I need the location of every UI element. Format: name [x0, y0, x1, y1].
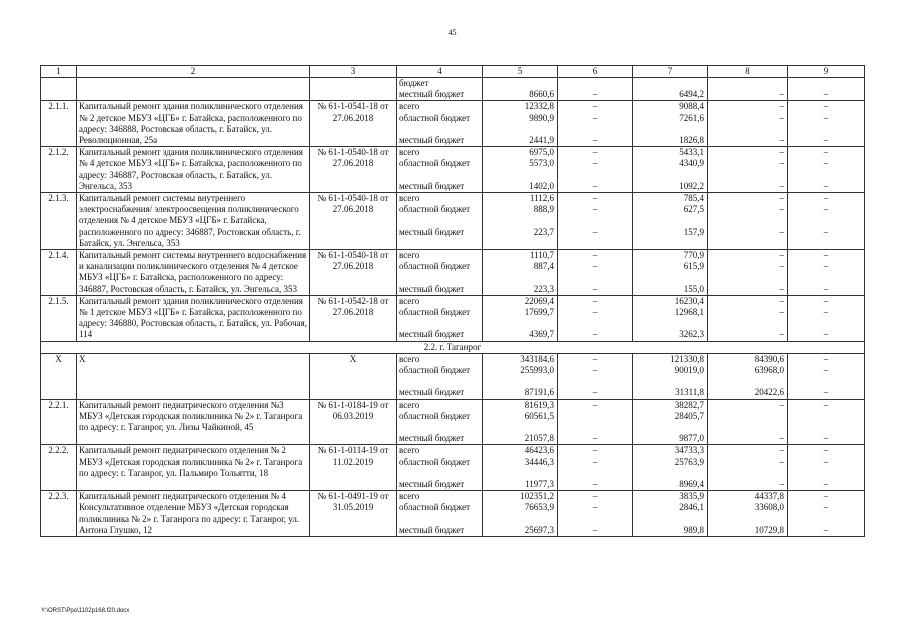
item-number: 2.2.2.: [41, 445, 77, 491]
year-2020-value: –: [779, 180, 784, 191]
year-2020-value: –: [779, 399, 784, 410]
total-value: 21057,8: [524, 433, 554, 444]
year-2020-value: –: [779, 445, 784, 456]
year-2021-value: –: [823, 478, 829, 489]
year-2021-value: –: [823, 399, 829, 410]
document-number: № 61-1-0184-19 от 06.03.2019: [310, 399, 397, 445]
column-number-3: 3: [310, 66, 397, 78]
total-value: 888,9: [533, 204, 554, 215]
year-2018-value: –: [592, 524, 598, 535]
year-2021-value: –: [823, 387, 829, 398]
year-2021-value: –: [823, 524, 829, 535]
item-number: 2.2.3.: [41, 491, 77, 537]
year-2019-value: 31311,8: [675, 387, 704, 398]
total-value-cell: [483, 78, 558, 101]
column-number-9: 9: [788, 66, 865, 78]
funding-source-cell: [397, 353, 483, 399]
year-2020-value: –: [779, 433, 784, 444]
total-value: 1402,0: [529, 180, 554, 191]
table-row: [41, 101, 865, 147]
year-2020-value: –: [779, 147, 784, 158]
funding-source: местный бюджет: [399, 387, 465, 398]
document-number: [310, 78, 397, 101]
year-2018-value-cell: [558, 78, 633, 101]
year-2019-value: 38282,7: [674, 399, 704, 410]
year-2018-value: –: [592, 491, 598, 502]
funding-source: областной бюджет: [399, 365, 471, 376]
total-value: 8660,6: [529, 89, 554, 100]
page-number: 45: [448, 28, 457, 37]
total-value: 102351,2: [520, 491, 554, 502]
total-value: 5573,0: [529, 158, 554, 169]
total-value-cell: [483, 445, 558, 491]
year-2021-value: –: [823, 89, 829, 100]
total-value: 11977,3: [525, 478, 554, 489]
funding-source: всего: [399, 147, 420, 158]
year-2021-value: –: [823, 445, 829, 456]
year-2019-value-cell: [633, 193, 708, 250]
funding-source-cell: [397, 445, 483, 491]
year-2018-value: –: [592, 180, 598, 191]
year-2018-value: –: [592, 456, 598, 467]
funding-source: местный бюджет: [399, 283, 465, 294]
year-2020-value: –: [779, 158, 784, 169]
item-number: 2.1.2.: [41, 147, 77, 193]
section-title: 2.2. г. Таганрог: [41, 341, 865, 353]
total-value: 1112,6: [529, 193, 554, 203]
funding-source: местный бюджет: [399, 329, 465, 340]
year-2020-value: –: [779, 226, 784, 237]
year-2018-value: –: [592, 112, 598, 123]
total-value-cell: [483, 399, 558, 445]
funding-source-cell: [397, 193, 483, 250]
year-2018-value-cell: [558, 353, 633, 399]
document-number: № 61-1-0542-18 от 27.06.2018: [310, 295, 397, 341]
year-2020-value: [710, 78, 784, 89]
funding-source: местный бюджет: [399, 89, 465, 100]
total-value: 9890,9: [529, 112, 554, 123]
year-2020-value-cell: [708, 250, 788, 296]
year-2020-value: –: [779, 250, 784, 261]
total-value-cell: [483, 193, 558, 250]
year-2018-value: –: [592, 134, 598, 145]
year-2019-value-cell: [633, 101, 708, 147]
year-2021-value: –: [823, 307, 829, 318]
year-2019-value: 1092,2: [679, 180, 704, 191]
funding-source: местный бюджет: [399, 478, 465, 489]
year-2018-value-cell: [558, 399, 633, 445]
year-2018-value-cell: [558, 250, 633, 296]
total-value: 1110,7: [529, 250, 554, 261]
year-2021-value-cell: [788, 445, 865, 491]
year-2018-value-cell: [558, 445, 633, 491]
year-2021-value: –: [823, 180, 829, 191]
funding-source: всего: [399, 101, 420, 112]
table-row: [41, 353, 865, 399]
year-2021-value-cell: [788, 193, 865, 250]
year-2021-value: –: [823, 250, 829, 261]
year-2020-value: –: [779, 112, 784, 123]
funding-source: местный бюджет: [399, 134, 465, 145]
year-2019-value: 4340,9: [679, 158, 704, 169]
year-2020-value-cell: [708, 101, 788, 147]
year-2021-value: –: [823, 112, 829, 123]
year-2020-value: –: [779, 204, 784, 215]
year-2019-value-cell: [633, 491, 708, 537]
year-2019-value-cell: [633, 399, 708, 445]
funding-source: областной бюджет: [399, 410, 471, 421]
year-2020-value: 44337,8: [754, 491, 784, 502]
total-value: 46423,6: [524, 445, 554, 456]
continuation-row: [41, 78, 865, 101]
year-2018-value-cell: [558, 295, 633, 341]
year-2020-value: 63968,0: [754, 365, 784, 376]
item-number: [41, 78, 77, 101]
year-2019-value-cell: [633, 78, 708, 101]
year-2018-value: –: [592, 307, 598, 318]
year-2021-value: –: [823, 226, 829, 237]
total-value-cell: [483, 491, 558, 537]
year-2021-value: –: [823, 204, 829, 215]
year-2021-value-cell: [788, 250, 865, 296]
funding-source-cell: [397, 250, 483, 296]
year-2019-value: 28405,7: [674, 410, 704, 421]
total-value: 81619,3: [524, 399, 554, 410]
year-2020-value-cell: [708, 491, 788, 537]
funding-source: всего: [399, 250, 420, 261]
year-2020-value: –: [779, 89, 784, 100]
year-2019-value: [635, 78, 704, 89]
total-value: 17699,7: [524, 307, 554, 318]
total-value: [485, 78, 554, 89]
year-2019-value: 1826,8: [679, 134, 704, 145]
funding-source-cell: [397, 78, 483, 101]
year-2021-value-cell: [788, 491, 865, 537]
year-2018-value: –: [592, 147, 598, 158]
year-2018-value: [560, 78, 630, 89]
year-2019-value: 770,9: [683, 250, 704, 261]
total-value-cell: [483, 295, 558, 341]
year-2019-value: 2846,1: [679, 502, 704, 513]
item-name: [77, 78, 310, 101]
year-2021-value: –: [823, 491, 829, 502]
year-2018-value: –: [592, 478, 598, 489]
document-number: № 61-1-0540-18 от 27.06.2018: [310, 250, 397, 296]
document-number: № 61-1-0114-19 от 11.02.2019: [310, 445, 397, 491]
header-row: [41, 66, 865, 78]
total-value: 25697,3: [524, 524, 554, 535]
year-2018-value-cell: [558, 193, 633, 250]
year-2020-value: 10729,8: [754, 524, 784, 535]
year-2018-value: –: [592, 101, 598, 112]
year-2021-value: [790, 78, 862, 89]
document-number: X: [310, 353, 397, 399]
document-number: № 61-1-0540-18 от 27.06.2018: [310, 147, 397, 193]
item-number: 2.1.1.: [41, 101, 77, 147]
funding-source: местный бюджет: [399, 433, 465, 444]
year-2021-value-cell: [788, 101, 865, 147]
column-number-4: 4: [397, 66, 483, 78]
funding-source: областной бюджет: [399, 158, 471, 169]
footer-file-path: Y:\ORST\Ppo\1102p168.f20.docx: [41, 608, 130, 614]
year-2021-value-cell: [788, 295, 865, 341]
funding-source: всего: [399, 399, 420, 410]
funding-source: всего: [399, 491, 420, 502]
table-row: [41, 295, 865, 341]
year-2020-value: –: [779, 283, 784, 294]
funding-source-cell: [397, 101, 483, 147]
year-2018-value: –: [592, 283, 598, 294]
year-2021-value: –: [823, 502, 829, 513]
year-2021-value: –: [823, 433, 829, 444]
funding-source-cell: [397, 147, 483, 193]
total-value: 87191,6: [524, 387, 554, 398]
funding-source: областной бюджет: [399, 456, 471, 467]
table-row: [41, 147, 865, 193]
total-value: 6975,0: [529, 147, 554, 158]
total-value: 255993,0: [520, 365, 554, 376]
year-2021-value: –: [823, 365, 829, 376]
year-2019-value: 989,8: [683, 524, 704, 535]
document-number: № 61-1-0541-18 от 27.06.2018: [310, 101, 397, 147]
funding-source: местный бюджет: [399, 226, 465, 237]
funding-source: всего: [399, 193, 420, 203]
total-value: 223,7: [533, 226, 554, 237]
funding-source: областной бюджет: [399, 502, 471, 513]
year-2019-value: 121330,8: [670, 353, 704, 364]
item-name: Капитальный ремонт педиатрического отделения № 4 Консультативное отделение МБУЗ «Детская городская поликлиника № 2» г. Таганрога по адресу: г. Таганрог, ул. Антона Глушко, 12: [77, 491, 310, 537]
year-2018-value-cell: [558, 101, 633, 147]
year-2018-value: –: [592, 387, 598, 398]
year-2020-value-cell: [708, 193, 788, 250]
year-2018-value: –: [592, 204, 598, 215]
year-2019-value: 627,5: [683, 204, 704, 215]
year-2020-value: 20422,6: [754, 387, 784, 398]
year-2018-value: –: [592, 445, 598, 456]
funding-source-cell: [397, 295, 483, 341]
year-2021-value: –: [823, 329, 829, 340]
item-name: Капитальный ремонт здания поликлинического отделения № 2 детское МБУЗ «ЦГБ» г. Батайска, расположенного по адресу: 346888, Ростовская область, г. Батайск, ул. Революционная, 25а: [77, 101, 310, 147]
year-2018-value: –: [592, 226, 598, 237]
table-row: [41, 250, 865, 296]
year-2021-value: –: [823, 456, 829, 467]
year-2020-value: –: [779, 456, 784, 467]
column-number-8: 8: [708, 66, 788, 78]
year-2020-value: –: [779, 261, 784, 272]
year-2020-value-cell: [708, 399, 788, 445]
total-value: 22069,4: [524, 295, 554, 306]
year-2021-value: –: [823, 158, 829, 169]
funding-source-cell: [397, 491, 483, 537]
total-value: 223,3: [533, 283, 554, 294]
year-2019-value: 6494,2: [679, 89, 704, 100]
year-2020-value: [710, 411, 784, 433]
funding-source: бюджет: [399, 78, 429, 88]
year-2019-value-cell: [633, 147, 708, 193]
year-2020-value: –: [779, 193, 784, 203]
year-2021-value: –: [823, 101, 829, 112]
column-number-1: 1: [41, 66, 77, 78]
year-2019-value: 34733,3: [674, 445, 704, 456]
year-2019-value: 615,9: [683, 261, 704, 272]
year-2021-value-cell: [788, 78, 865, 101]
funding-source-cell: [397, 399, 483, 445]
year-2018-value: –: [592, 433, 598, 444]
year-2020-value: –: [779, 329, 784, 340]
item-number: 2.1.3.: [41, 193, 77, 250]
year-2019-value: 7261,6: [679, 112, 704, 123]
total-value-cell: [483, 353, 558, 399]
year-2020-value: 84390,6: [754, 353, 784, 364]
year-2020-value: 33608,0: [754, 502, 784, 513]
year-2018-value: –: [592, 158, 598, 169]
item-name: Капитальный ремонт педиатрического отделения № 2 МБУЗ «Детская городская поликлиника № 2» г. Таганрога по адресу: г. Таганрог, ул. Пальмиро Тольятти, 18: [77, 445, 310, 491]
total-value: 12332,8: [524, 101, 554, 112]
year-2020-value: –: [779, 478, 784, 489]
year-2018-value: –: [592, 353, 598, 364]
year-2018-value: –: [592, 250, 598, 261]
item-name: X: [77, 353, 310, 399]
year-2018-value: –: [592, 502, 598, 513]
table-row: [41, 491, 865, 537]
total-value: 343184,6: [520, 353, 554, 364]
document-number: № 61-1-0540-18 от 27.06.2018: [310, 193, 397, 250]
table-row: [41, 445, 865, 491]
year-2018-value: –: [592, 329, 598, 340]
year-2021-value: [790, 411, 862, 433]
total-value: 887,4: [533, 261, 554, 272]
year-2019-value-cell: [633, 295, 708, 341]
column-number-5: 5: [483, 66, 558, 78]
funding-source: всего: [399, 295, 420, 306]
funding-source: всего: [399, 445, 420, 456]
year-2018-value: –: [592, 295, 598, 306]
year-2020-value-cell: [708, 353, 788, 399]
item-number: 2.2.1.: [41, 399, 77, 445]
year-2020-value: –: [779, 134, 784, 145]
total-value: 34446,3: [524, 456, 554, 467]
year-2019-value: 155,0: [683, 283, 704, 294]
year-2018-value-cell: [558, 147, 633, 193]
funding-source: всего: [399, 353, 420, 364]
year-2019-value: 785,4: [683, 193, 704, 203]
funding-source: областной бюджет: [399, 112, 471, 123]
item-name: Капитальный ремонт системы внутреннего электроснабжения/ электроосвещения поликлинического отделения № 4 детское МБУЗ «ЦГБ» г. Батайска, расположенного по адресу: 346887, Ростовская область, г. Батайск, ул. Энгельса, 353: [77, 193, 310, 250]
item-name: Капитальный ремонт здания поликлинического отделения № 1 детское МБУЗ «ЦГБ» г. Батайска, расположенного по адресу: 346880, Ростовская область, г. Батайск, ул. Рабочая, 114: [77, 295, 310, 341]
funding-source: областной бюджет: [399, 261, 471, 272]
year-2019-value: 5433,1: [679, 147, 704, 158]
year-2020-value-cell: [708, 147, 788, 193]
year-2019-value: 3262,3: [679, 329, 704, 340]
table-row: [41, 193, 865, 250]
document-number: № 61-1-0491-19 от 31.05.2019: [310, 491, 397, 537]
year-2021-value: –: [823, 193, 829, 203]
year-2021-value-cell: [788, 147, 865, 193]
year-2019-value: 90019,0: [674, 365, 704, 376]
year-2019-value-cell: [633, 445, 708, 491]
year-2019-value: 9088,4: [679, 101, 704, 112]
funding-source: местный бюджет: [399, 180, 465, 191]
total-value-cell: [483, 101, 558, 147]
item-name: Капитальный ремонт здания поликлинического отделения № 4 детское МБУЗ «ЦГБ» г. Батайска, расположенного по адресу: 346887, Ростовская область, г. Батайск, ул. Энгельса, 353: [77, 147, 310, 193]
year-2019-value: 3835,9: [679, 491, 704, 502]
column-number-7: 7: [633, 66, 708, 78]
total-value: 4369,7: [529, 329, 554, 340]
year-2021-value: –: [823, 134, 829, 145]
year-2018-value: [560, 411, 630, 433]
total-value-cell: [483, 250, 558, 296]
column-number-6: 6: [558, 66, 633, 78]
year-2021-value: –: [823, 283, 829, 294]
year-2018-value-cell: [558, 491, 633, 537]
item-number: 2.1.4.: [41, 250, 77, 296]
year-2021-value: –: [823, 147, 829, 158]
total-value: 76653,9: [524, 502, 554, 513]
item-number: X: [41, 353, 77, 399]
year-2020-value-cell: [708, 78, 788, 101]
item-name: Капитальный ремонт системы внутреннего водоснабжения и канализации поликлинического отделения № 4 детское МБУЗ «ЦГБ» г. Батайска, расположенного по адресу: 346887, Ростовская область, г. Батайск, ул. Энгельса, 353: [77, 250, 310, 296]
total-value: 2441,9: [529, 134, 554, 145]
year-2019-value: 25763,9: [674, 456, 704, 467]
year-2018-value: –: [592, 365, 598, 376]
year-2018-value: –: [592, 261, 598, 272]
funding-source: областной бюджет: [399, 307, 471, 318]
year-2020-value: –: [779, 295, 784, 306]
year-2021-value: –: [823, 261, 829, 272]
year-2019-value: 16230,4: [674, 295, 704, 306]
year-2019-value: 8969,4: [679, 478, 704, 489]
year-2018-value: –: [592, 193, 598, 203]
column-number-2: 2: [77, 66, 310, 78]
year-2020-value-cell: [708, 295, 788, 341]
year-2021-value: –: [823, 353, 829, 364]
total-value: 60561,5: [524, 410, 554, 421]
year-2021-value-cell: [788, 353, 865, 399]
year-2018-value: –: [592, 89, 598, 100]
year-2019-value-cell: [633, 353, 708, 399]
year-2020-value: –: [779, 307, 784, 318]
year-2019-value: 9877,0: [679, 433, 704, 444]
section-row: [41, 341, 865, 353]
year-2021-value-cell: [788, 399, 865, 445]
year-2019-value-cell: [633, 250, 708, 296]
year-2018-value: –: [592, 399, 598, 410]
funding-source: областной бюджет: [399, 204, 471, 215]
year-2019-value: 12968,1: [674, 307, 704, 318]
year-2021-value: –: [823, 295, 829, 306]
year-2020-value: –: [779, 101, 784, 112]
funding-source: местный бюджет: [399, 524, 465, 535]
total-value-cell: [483, 147, 558, 193]
table-row: [41, 399, 865, 445]
item-name: Капитальный ремонт педиатрического отделения №3 МБУЗ «Детская городская поликлиника № 2» г. Таганрога по адресу: г. Таганрог, ул. Лизы Чайкиной, 45: [77, 399, 310, 445]
item-number: 2.1.5.: [41, 295, 77, 341]
year-2019-value: 157,9: [683, 226, 704, 237]
year-2020-value-cell: [708, 445, 788, 491]
budget-table: [40, 65, 865, 537]
